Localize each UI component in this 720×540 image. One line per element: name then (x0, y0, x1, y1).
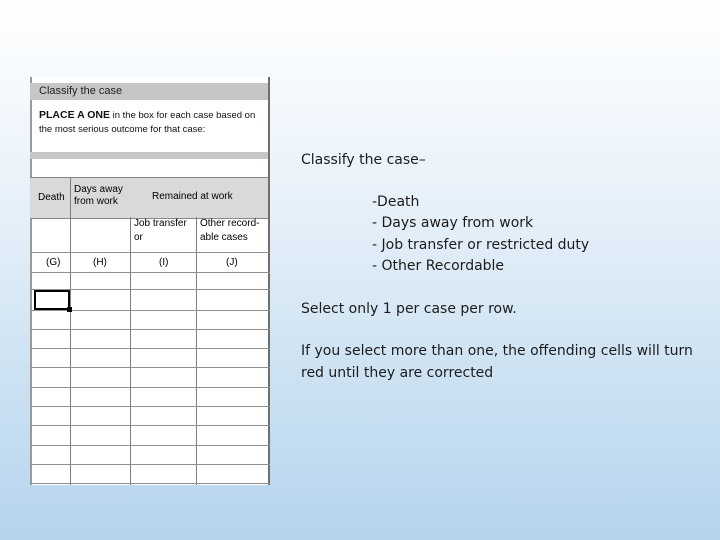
header-remained: Remained at work (152, 191, 233, 202)
outcome-list (301, 192, 716, 278)
column-letter-h: (H) (93, 257, 107, 268)
spreadsheet-excerpt (30, 77, 270, 485)
instruction-bold: PLACE A ONE (39, 109, 110, 121)
grid-hline (30, 272, 270, 273)
grid-hline (30, 310, 270, 311)
grid-vline (70, 177, 71, 485)
grid-hline (30, 445, 270, 446)
selected-cell[interactable] (34, 290, 70, 310)
outcome-item-other: - Other Recordable (372, 258, 505, 274)
select-note: Select only 1 per case per row. (301, 300, 517, 317)
outcome-item-job-transfer: - Job transfer or restricted duty (372, 236, 590, 253)
outcome-item-death: -Death (372, 193, 420, 210)
column-header-row (30, 177, 270, 219)
column-letter-j: (J) (226, 257, 238, 268)
header-death: Death (38, 192, 65, 203)
column-letter-i: (I) (159, 257, 169, 268)
column-letter-g: (G) (46, 257, 61, 268)
grid-hline (30, 425, 270, 426)
grid-hline (30, 483, 270, 484)
subheader-job-transfer: Job transfer or (134, 218, 187, 243)
sheet-left-edge (30, 77, 32, 485)
slide-heading: Classify the case– (301, 152, 426, 168)
warning-text: If you select more than one, the offending cells will turn red until they are corrected (301, 343, 693, 381)
grid-hline (30, 252, 270, 253)
sheet-right-edge (268, 77, 270, 485)
grid-hline (30, 329, 270, 330)
sheet-instruction (39, 108, 267, 137)
instruction-band (30, 152, 270, 159)
sheet-title: Classify the case (39, 85, 123, 97)
grid-hline (30, 464, 270, 465)
fill-handle[interactable] (67, 307, 72, 312)
grid-hline (30, 367, 270, 368)
subheader-other: Other record-able cases (200, 218, 260, 243)
header-days-away: Days away from work (74, 184, 123, 207)
outcome-item-days-away: - Days away from work (372, 215, 534, 231)
grid-hline (30, 348, 270, 349)
grid-hline (30, 406, 270, 407)
instruction-rest: in the box for each case based on the most serious outcome for that case: (39, 110, 256, 135)
explanation-text (301, 150, 716, 384)
grid-hline (30, 387, 270, 388)
